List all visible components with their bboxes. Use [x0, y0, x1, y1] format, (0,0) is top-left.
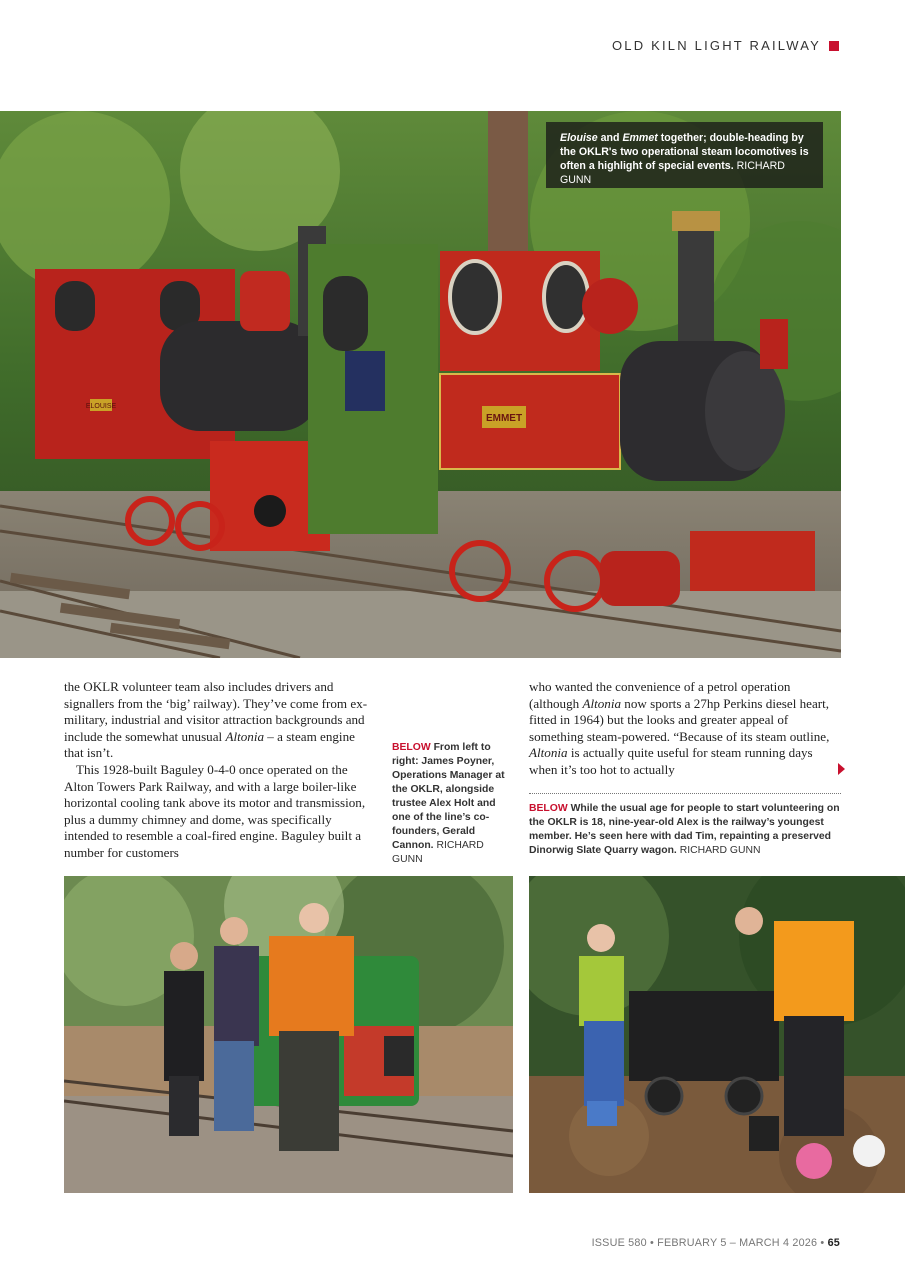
photo-credit: RICHARD GUNN: [560, 160, 785, 186]
photo-credit: RICHARD GUNN: [392, 840, 484, 865]
running-header: [612, 38, 839, 53]
caption-text: together; double-heading by the OKLR's two operational steam locomotives is often a highlight of special events.: [560, 132, 809, 172]
caption-text: While the usual age for people to start volunteering on the OKLR is 18, nine-year-old Alex is the railway’s youngest member. He’s seen here with dad Tim, repainting a preserved Dinorwig Slate Quarry wagon.: [529, 803, 840, 856]
caption-text: From left to right: James Poyner, Operations Manager at the OKLR, alongside trustee Alex Holt and one of the line’s co-founders, Gerald Cannon.: [392, 742, 505, 851]
altonia-italic: Altonia: [582, 695, 622, 711]
altonia-italic: Altonia: [529, 745, 568, 761]
photo-credit: RICHARD GUNN: [679, 845, 761, 856]
dotted-divider: [529, 793, 841, 794]
altonia-italic: Altonia: [225, 728, 265, 744]
issue-info: ISSUE 580 • FEBRUARY 5 – MARCH 4 2026 •: [591, 1237, 828, 1249]
photo-alex-and-tim-with-wagon: [529, 876, 905, 1193]
paragraph-text: the OKLR volunteer team also includes drivers and signallers from the ‘big’ railway). They’ve come from ex-military, industrial and visitor attraction backgrounds and include the somewhat unusual: [64, 679, 368, 744]
photo-volunteers-with-altonia: [64, 876, 513, 1193]
caption-below-right: [529, 802, 841, 858]
paragraph: [64, 679, 374, 762]
caption-and: and: [600, 132, 620, 144]
main-photo-locomotives: [0, 111, 841, 658]
article-column-left: [64, 679, 374, 862]
paragraph-text: – a steam engine that isn’t.: [64, 728, 355, 761]
nameplate-emmet: EMMET: [485, 413, 523, 424]
paragraph: [529, 679, 841, 779]
paragraph-text: now sports a 27hp Perkins diesel heart, fitted in 1964) but the looks and greater appeal of something steam-powered. “Because of its steam outline,: [529, 695, 830, 744]
nameplate-elouise: ELOUISE: [85, 403, 117, 410]
paragraph: This 1928-built Baguley 0-4-0 once operated on the Alton Towers Park Railway, and with a large boiler-like horizontal cooling tank above its motor and transmission, plus a dummy chimney and dome, was specifically intended to resemble a coal-fired engine. Baguley built a number for customers: [64, 761, 366, 860]
paragraph-text: is actually quite useful for steam running days when it’s too hot to actually: [529, 745, 813, 777]
caption-loco-elouise: Elouise: [560, 132, 598, 144]
caption-loco-emmet: Emmet: [622, 132, 658, 144]
page-footer: [592, 1237, 840, 1249]
page-number: 65: [827, 1237, 840, 1249]
caption-tag: BELOW: [392, 742, 431, 753]
article-column-right: [529, 679, 841, 779]
paragraph-text: who wanted the convenience of a petrol operation (although: [529, 679, 791, 711]
section-title: OLD KILN LIGHT RAILWAY: [611, 38, 821, 53]
continue-arrow-icon: [838, 763, 845, 775]
red-square-icon: [829, 41, 839, 51]
main-photo-caption: [546, 122, 823, 188]
caption-below-left: [392, 741, 512, 867]
caption-tag: BELOW: [529, 803, 568, 814]
